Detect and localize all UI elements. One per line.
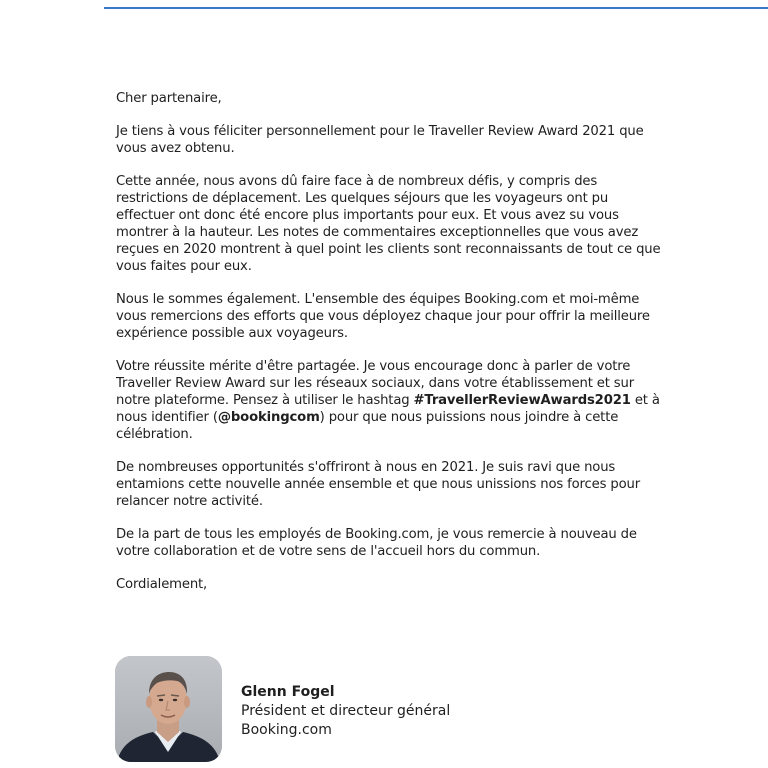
share-text-2: et à nous identifier (	[116, 393, 660, 425]
portrait-illustration	[115, 656, 222, 762]
paragraph-challenges: Cette année, nous avons dû faire face à de nombreux défis, y compris des restrictions de déplacement. Les quelques séjours que les voyageurs ont pu effectuer ont donc été encore plus importants pour eux. Et vous avez su vous montrer à la hauteur. Les notes de commentaires exceptionnelles que vous avez reçues en 2020 montrent à quel point les clients sont reconnaissants de tout ce que vous faites pour eux.	[116, 174, 661, 274]
hashtag: #TravellerReviewAwards2021	[413, 393, 631, 408]
signer-title: Président et directeur général	[241, 703, 451, 719]
signer-name: Glenn Fogel	[241, 684, 335, 700]
share-text-1: Votre réussite mérite d'être partagée. Je vous encourage donc à parler de votre Traveller Review Award sur les réseaux sociaux, dans votre établissement et sur notre plateforme. Pensez à utiliser le hashtag	[116, 359, 634, 408]
paragraph-congratulations: Je tiens à vous féliciter personnellement pour le Traveller Review Award 2021 que vous avez obtenu.	[116, 124, 644, 156]
share-text-3: ) pour que nous puissions nous joindre à cette célébration.	[116, 410, 619, 442]
signature-text	[241, 683, 541, 740]
paragraph-opportunities: De nombreuses opportunités s'offriront à nous en 2021. Je suis ravi que nous entamions cette nouvelle année ensemble et que nous unissions nos forces pour relancer notre activité.	[116, 460, 640, 509]
greeting: Cher partenaire,	[116, 91, 222, 106]
closing: Cordialement,	[116, 577, 208, 592]
portrait-photo	[115, 656, 222, 762]
paragraph-gratitude: De la part de tous les employés de Booking.com, je vous remercie à nouveau de votre collaboration et de votre sens de l'accueil hors du commun.	[116, 527, 637, 559]
signer-company: Booking.com	[241, 722, 332, 738]
letter-body	[116, 90, 661, 593]
social-handle: @bookingcom	[217, 410, 320, 425]
paragraph-thanks: Nous le sommes également. L'ensemble des équipes Booking.com et moi-même vous remercions des efforts que vous déployez chaque jour pour offrir la meilleure expérience possible aux voyageurs.	[116, 292, 650, 341]
header-rule	[104, 7, 768, 9]
paragraph-share	[116, 358, 661, 443]
